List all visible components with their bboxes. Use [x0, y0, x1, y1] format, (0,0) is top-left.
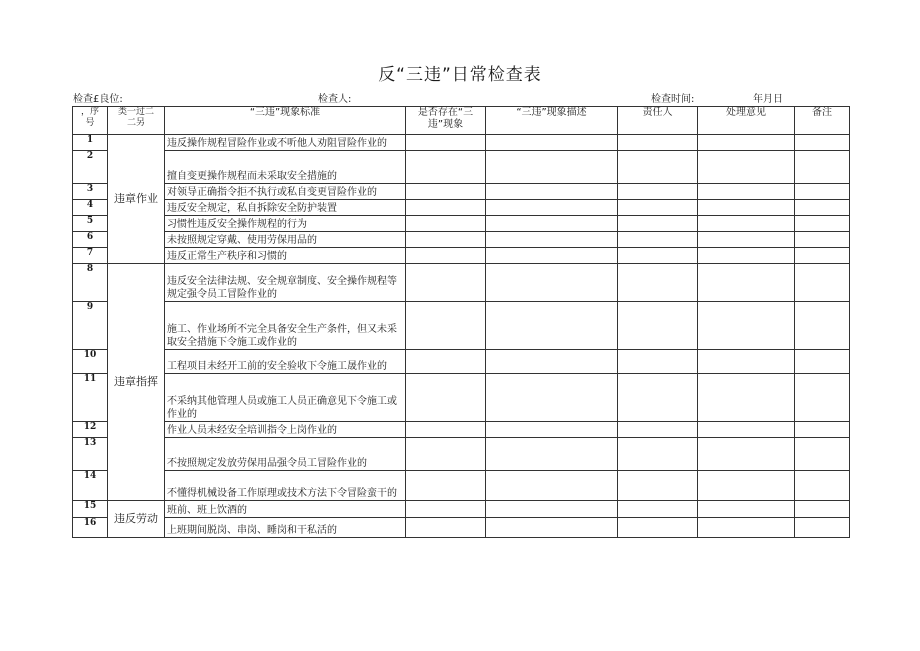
exists-cell[interactable]	[406, 135, 486, 151]
category-cell: 违章作业	[108, 135, 165, 264]
responsible-cell[interactable]	[618, 248, 698, 264]
opinion-cell[interactable]	[698, 232, 795, 248]
standard-cell: 对领导正确指令拒不执行或私自变更冒险作业的	[165, 184, 406, 200]
opinion-cell[interactable]	[698, 135, 795, 151]
responsible-cell[interactable]	[618, 216, 698, 232]
row-number: 6	[73, 232, 108, 248]
table-row	[73, 374, 850, 422]
inspector-label: 检查人:	[318, 94, 352, 105]
row-number: 9	[73, 302, 108, 350]
exists-cell[interactable]	[406, 350, 486, 374]
exists-cell[interactable]	[406, 216, 486, 232]
standard-cell: 习惯性违反安全操作规程的行为	[165, 216, 406, 232]
description-cell[interactable]	[486, 151, 618, 184]
row-number: 3	[73, 184, 108, 200]
remarks-cell[interactable]	[795, 422, 850, 438]
description-cell[interactable]	[486, 422, 618, 438]
responsible-cell[interactable]	[618, 151, 698, 184]
table-row	[73, 151, 850, 184]
header-category	[108, 107, 165, 135]
table-row	[73, 501, 850, 518]
remarks-cell[interactable]	[795, 471, 850, 501]
table-row	[73, 350, 850, 374]
table-body	[73, 135, 850, 538]
exists-cell[interactable]	[406, 302, 486, 350]
exists-cell[interactable]	[406, 518, 486, 538]
row-number: 2	[73, 151, 108, 184]
inspection-table	[72, 106, 850, 538]
opinion-cell[interactable]	[698, 302, 795, 350]
remarks-cell[interactable]	[795, 151, 850, 184]
responsible-cell[interactable]	[618, 350, 698, 374]
table-row	[73, 216, 850, 232]
opinion-cell[interactable]	[698, 350, 795, 374]
description-cell[interactable]	[486, 184, 618, 200]
category-cell: 违章指挥	[108, 264, 165, 501]
description-cell[interactable]	[486, 135, 618, 151]
description-cell[interactable]	[486, 200, 618, 216]
standard-cell: 违反安全规定，私自拆除安全防护装置	[165, 200, 406, 216]
opinion-cell[interactable]	[698, 184, 795, 200]
opinion-cell[interactable]	[698, 374, 795, 422]
header-description: “三违”现象描述	[486, 107, 618, 135]
responsible-cell[interactable]	[618, 471, 698, 501]
header-seq	[73, 107, 108, 135]
remarks-cell[interactable]	[795, 438, 850, 471]
exists-cell[interactable]	[406, 501, 486, 518]
standard-cell: 不按照规定发放劳保用品强令员工冒险作业的	[165, 438, 406, 471]
table-row	[73, 248, 850, 264]
opinion-cell[interactable]	[698, 216, 795, 232]
inspection-date-label: 年月日	[753, 94, 783, 105]
standard-cell: 工程项目未经开工前的安全验收下令施工晟作业的	[165, 350, 406, 374]
opinion-cell[interactable]	[698, 200, 795, 216]
header-exists: 是否存在“三违”现象	[406, 107, 486, 135]
remarks-cell[interactable]	[795, 232, 850, 248]
standard-cell: 作业人员未经安全培训指令上岗作业的	[165, 422, 406, 438]
row-number: 14	[73, 471, 108, 501]
description-cell[interactable]	[486, 264, 618, 302]
remarks-cell[interactable]	[795, 302, 850, 350]
row-number: 11	[73, 374, 108, 422]
header-responsible: 责任人	[618, 107, 698, 135]
responsible-cell[interactable]	[618, 200, 698, 216]
description-cell[interactable]	[486, 374, 618, 422]
header-category-line1: 类一过二	[117, 107, 154, 117]
standard-cell: 班前、班上饮酒的	[165, 501, 406, 518]
responsible-cell[interactable]	[618, 374, 698, 422]
responsible-cell[interactable]	[618, 422, 698, 438]
remarks-cell[interactable]	[795, 350, 850, 374]
opinion-cell[interactable]	[698, 264, 795, 302]
row-number: 16	[73, 518, 108, 538]
description-cell[interactable]	[486, 471, 618, 501]
responsible-cell[interactable]	[618, 232, 698, 248]
exists-cell[interactable]	[406, 471, 486, 501]
description-cell[interactable]	[486, 216, 618, 232]
exists-cell[interactable]	[406, 264, 486, 302]
standard-cell: 擅自变更操作规程而未采取安全措施的	[165, 151, 406, 184]
remarks-cell[interactable]	[795, 184, 850, 200]
remarks-cell[interactable]	[795, 501, 850, 518]
standard-cell: 上班期间脱岗、串岗、睡岗和干私活的	[165, 518, 406, 538]
table-row	[73, 264, 850, 302]
responsible-cell[interactable]	[618, 135, 698, 151]
header-standard: “三违”现象标准	[165, 107, 406, 135]
row-number: 10	[73, 350, 108, 374]
responsible-cell[interactable]	[618, 184, 698, 200]
row-number: 4	[73, 200, 108, 216]
description-cell[interactable]	[486, 302, 618, 350]
row-number: 15	[73, 501, 108, 518]
description-cell[interactable]	[486, 501, 618, 518]
remarks-cell[interactable]	[795, 518, 850, 538]
opinion-cell[interactable]	[698, 151, 795, 184]
header-seq-line2: 号	[85, 118, 95, 128]
table-header-row	[73, 107, 850, 135]
table-row	[73, 232, 850, 248]
standard-cell: 违反操作规程冒险作业或不听他人劝阻冒险作业的	[165, 135, 406, 151]
table-row	[73, 518, 850, 538]
table-row	[73, 200, 850, 216]
standard-cell: 违反安全法律法规、安全规章制度、安全操作规程等规定强令员工冒险作业的	[165, 264, 406, 302]
description-cell[interactable]	[486, 350, 618, 374]
opinion-cell[interactable]	[698, 422, 795, 438]
responsible-cell[interactable]	[618, 264, 698, 302]
row-number: 8	[73, 264, 108, 302]
table-row	[73, 135, 850, 151]
responsible-cell[interactable]	[618, 438, 698, 471]
header-opinion: 处理意见	[698, 107, 795, 135]
opinion-cell[interactable]	[698, 471, 795, 501]
remarks-cell[interactable]	[795, 200, 850, 216]
header-category-line2: 二另	[126, 118, 145, 128]
opinion-cell[interactable]	[698, 501, 795, 518]
table-row	[73, 302, 850, 350]
row-number: 5	[73, 216, 108, 232]
exists-cell[interactable]	[406, 184, 486, 200]
category-cell: 违反劳动	[108, 501, 165, 538]
inspection-time-label: 检查时间:	[651, 94, 695, 105]
inspection-unit-label: 检查£良位:	[73, 94, 123, 105]
header-seq-line1: ，序	[80, 107, 99, 117]
row-number: 12	[73, 422, 108, 438]
header-remarks: 备注	[795, 107, 850, 135]
standard-cell: 施工、作业场所不完全具备安全生产条件，但又未采取安全措施下令施工或作业的	[165, 302, 406, 350]
row-number: 7	[73, 248, 108, 264]
standard-cell: 不懂得机械设备工作原理或技术方法下令冒险蛮干的	[165, 471, 406, 501]
responsible-cell[interactable]	[618, 518, 698, 538]
remarks-cell[interactable]	[795, 264, 850, 302]
description-cell[interactable]	[486, 248, 618, 264]
responsible-cell[interactable]	[618, 501, 698, 518]
responsible-cell[interactable]	[618, 302, 698, 350]
description-cell[interactable]	[486, 438, 618, 471]
exists-cell[interactable]	[406, 374, 486, 422]
remarks-cell[interactable]	[795, 135, 850, 151]
description-cell[interactable]	[486, 232, 618, 248]
table-row	[73, 422, 850, 438]
exists-cell[interactable]	[406, 200, 486, 216]
exists-cell[interactable]	[406, 151, 486, 184]
standard-cell: 未按照规定穿戴、使用劳保用品的	[165, 232, 406, 248]
exists-cell[interactable]	[406, 438, 486, 471]
row-number: 13	[73, 438, 108, 471]
remarks-cell[interactable]	[795, 248, 850, 264]
exists-cell[interactable]	[406, 232, 486, 248]
standard-cell: 不采纳其他管理人员或施工人员正确意见下令施工或作业的	[165, 374, 406, 422]
opinion-cell[interactable]	[698, 438, 795, 471]
opinion-cell[interactable]	[698, 518, 795, 538]
remarks-cell[interactable]	[795, 374, 850, 422]
table-row	[73, 471, 850, 501]
table-row	[73, 438, 850, 471]
table-row	[73, 184, 850, 200]
form-title: 反“三违”日常检查表	[378, 65, 542, 85]
description-cell[interactable]	[486, 518, 618, 538]
exists-cell[interactable]	[406, 422, 486, 438]
row-number: 1	[73, 135, 108, 151]
standard-cell: 违反正常生产秩序和习惯的	[165, 248, 406, 264]
opinion-cell[interactable]	[698, 248, 795, 264]
remarks-cell[interactable]	[795, 216, 850, 232]
exists-cell[interactable]	[406, 248, 486, 264]
